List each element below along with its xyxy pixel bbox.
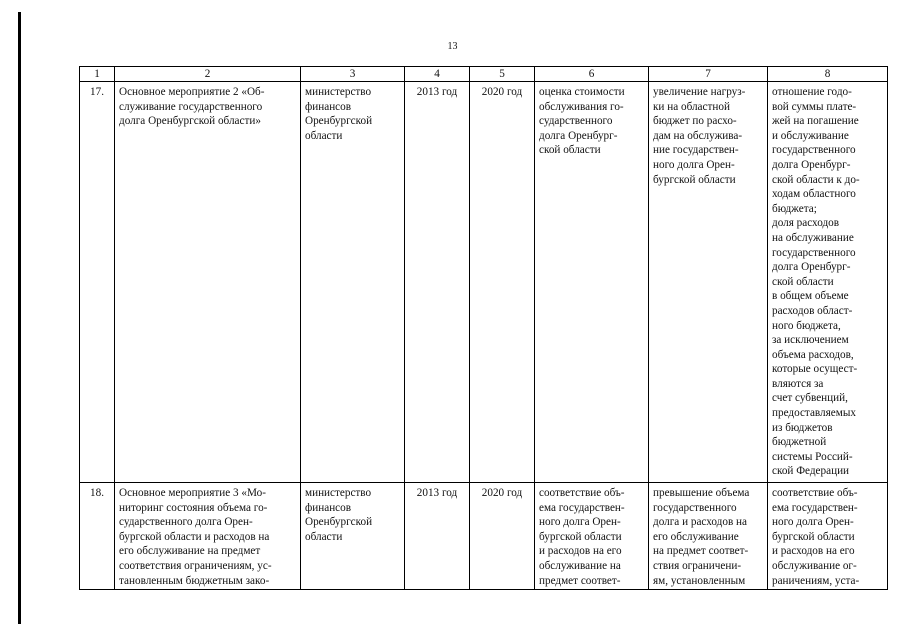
result-cell: соответствие объ- ема государствен- ного долга Орен- бургской области и расходов на его обслуживание на предмет соответ- [535, 483, 649, 590]
consequence-cell: превышение объема государственного долга и расходов на его обслуживание на предмет соответ- ствия ограничени- ям, установленным [649, 483, 768, 590]
event-cell: Основное мероприятие 3 «Мо- ниторинг состояния объема го- сударственного долга Орен- бургской области и расходов на его обслуживание на предмет соответствия ограничениям, ус- тановленным бюджетным зако- [115, 483, 301, 590]
column-number: 8 [768, 67, 888, 82]
result-cell: оценка стоимости обслуживания го- сударственного долга Оренбург- ской области [535, 82, 649, 483]
measures-table [79, 66, 888, 590]
column-number: 3 [301, 67, 405, 82]
start-year-cell: 2013 год [405, 483, 470, 590]
row-number: 18. [80, 483, 115, 590]
table-row [80, 483, 888, 590]
event-cell: Основное мероприятие 2 «Об- служивание государственного долга Оренбургской области» [115, 82, 301, 483]
column-number-row [80, 67, 888, 82]
column-number: 6 [535, 67, 649, 82]
row-number: 17. [80, 82, 115, 483]
start-year-cell: 2013 год [405, 82, 470, 483]
column-number: 1 [80, 67, 115, 82]
indicator-cell: соответствие объ- ема государствен- ного долга Орен- бургской области и расходов на его обслуживание ог- раничениям, уста- [768, 483, 888, 590]
column-number: 2 [115, 67, 301, 82]
executor-cell: министерство финансов Оренбургской области [301, 82, 405, 483]
end-year-cell: 2020 год [470, 483, 535, 590]
executor-cell: министерство финансов Оренбургской области [301, 483, 405, 590]
indicator-cell: отношение годо- вой суммы плате- жей на погашение и обслуживание государственного долга Оренбург- ской области к до- ходам областного бюджета; доля расходов на обслуживание государственного долга Оренбург- ской области в общем объеме расходов област- ного бюджета, за исключением объема расходов, которые осущест- вляются за счет субвенций, предоставляемых из бюджетов бюджетной системы Россий- ской Федерации [768, 82, 888, 483]
table-row [80, 82, 888, 483]
end-year-cell: 2020 год [470, 82, 535, 483]
column-number: 7 [649, 67, 768, 82]
page-number: 13 [447, 41, 458, 52]
consequence-cell: увеличение нагруз- ки на областной бюджет по расхо- дам на обслужива- ние государствен- ного долга Орен- бургской области [649, 82, 768, 483]
binding-line [18, 12, 21, 624]
column-number: 4 [405, 67, 470, 82]
column-number: 5 [470, 67, 535, 82]
